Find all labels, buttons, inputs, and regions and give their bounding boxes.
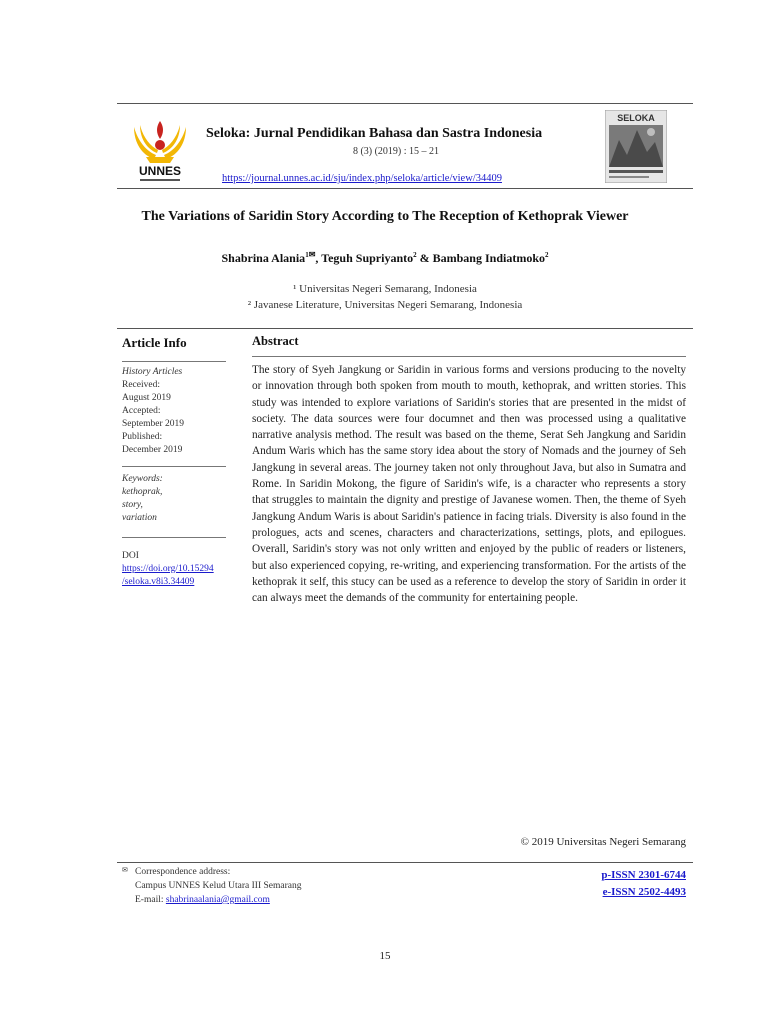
correspondence-label: Correspondence address: [135,867,231,877]
published-label: Published: [122,432,163,442]
affiliation-2: ² Javanese Literature, Universitas Negeri Semarang, Indonesia [247,299,523,311]
journal-url-text[interactable]: https://journal.unnes.ac.id/sju/index.php/seloka/article/view/34409 [222,173,502,184]
header-bottom-rule [117,188,693,189]
keyword-item: story, [122,500,143,510]
header-top-rule [117,103,693,104]
author-affiliation-mark: 2 [413,251,417,259]
abstract-text: The story of Syeh Jangkung or Saridin in various forms and versions producing to the novelty or innovation through both spoken from mouth to mouth, kethoprak, and written stories. This study was intended to explore variations of Saridin's stories that are presented in the midst of society. The data sources were four documnet and then was processed using a qualitative narrative analysis method. The result was based on the theme, Serat Seh Jangkung and Saridin Andum Waris which has the same story idea about the story of Nomads and the journey of Seh Jangkung in several areas. The journey taken not only throughout Java, but also in Sumatra and Rome. In Saridin Mokong, the figure of Saridin's wife, is a character who represents a story that struggles to maintain the dignity and prestige of Javanese women. Then, the theme of Syeh Jangkung Andum Waris is about Saridin's patience in facing trials. Diversity is also found in the prologues, acts and scenes, characters and characterizations, settings, plots, and epilogues. Overall, Saridin's story was not only written and enjoyed by the public of readers or listeners, but also experienced copying, re-writing, and experiencing transformation. For the artists of the kethoprak it self, this stucy can be used as a reference to develop the story of Saridin in order it can always meet the demands of the community for entertaining people. [252,364,686,605]
copyright-notice: © 2019 Universitas Negeri Semarang [520,836,686,848]
correspondence-email-line [135,895,270,905]
author-affiliation-mark: 1 [305,251,309,259]
author-list [0,250,770,266]
affiliation-1: ¹ Universitas Negeri Semarang, Indonesia [293,283,477,295]
doi-rule [122,537,226,538]
author-name: Teguh Supriyanto [321,251,414,265]
doi-link[interactable] [122,563,214,576]
online-issn[interactable] [603,886,686,898]
keywords-label: Keywords: [122,474,163,484]
correspondence-envelope-icon: ✉ [308,250,316,259]
keywords-rule [122,466,226,467]
author-name: Bambang Indiatmoko [432,251,545,265]
footer-rule [117,862,693,863]
cover-title: SELOKA [617,113,655,123]
section-rule [117,328,693,329]
email-link[interactable]: shabrinaalania@gmail.com [165,895,270,905]
doi-link-line1[interactable]: https://doi.org/10.15294 [122,564,214,574]
keyword-item: variation [122,513,157,523]
correspondence-address: Campus UNNES Kelud Utara III Semarang [135,881,302,891]
journal-cover-image [605,110,667,183]
received-date: August 2019 [122,393,171,403]
print-issn-link[interactable]: p-ISSN 2301-6744 [601,869,686,881]
logo-text: UNNES [138,164,182,178]
accepted-label: Accepted: [122,406,161,416]
online-issn-link[interactable]: e-ISSN 2502-4493 [602,886,686,898]
abstract-rule [252,356,686,357]
email-label: E-mail: [135,895,166,905]
received-label: Received: [122,380,160,390]
doi-label: DOI [122,551,139,561]
doi-link-line2[interactable]: /seloka.v8i3.34409 [122,577,195,587]
journal-title: Seloka: Jurnal Pendidikan Bahasa dan Sastra Indonesia [206,126,543,141]
published-date: December 2019 [122,445,183,455]
doi-link-cont[interactable] [122,576,194,589]
history-label: History Articles [122,367,183,377]
author-affiliation-mark: 2 [545,251,549,259]
page-number: 15 [379,950,391,962]
keyword-item: kethoprak, [122,487,163,497]
author-separator: & [416,251,433,265]
print-issn[interactable] [601,869,686,881]
correspondence-envelope-icon: ✉ [122,866,128,874]
accepted-date: September 2019 [122,419,185,429]
journal-url-link[interactable] [222,173,502,184]
author-separator: , [315,251,322,265]
abstract-heading: Abstract [252,334,299,348]
journal-issue: 8 (3) (2019) : 15 – 21 [352,146,440,157]
article-info-rule [122,361,226,362]
article-info-heading: Article Info [122,335,187,350]
author-name: Shabrina Alania [221,251,306,265]
unnes-logo [128,113,192,185]
paper-title: The Variations of Saridin Story According to The Reception of Kethoprak Viewer [141,209,629,224]
